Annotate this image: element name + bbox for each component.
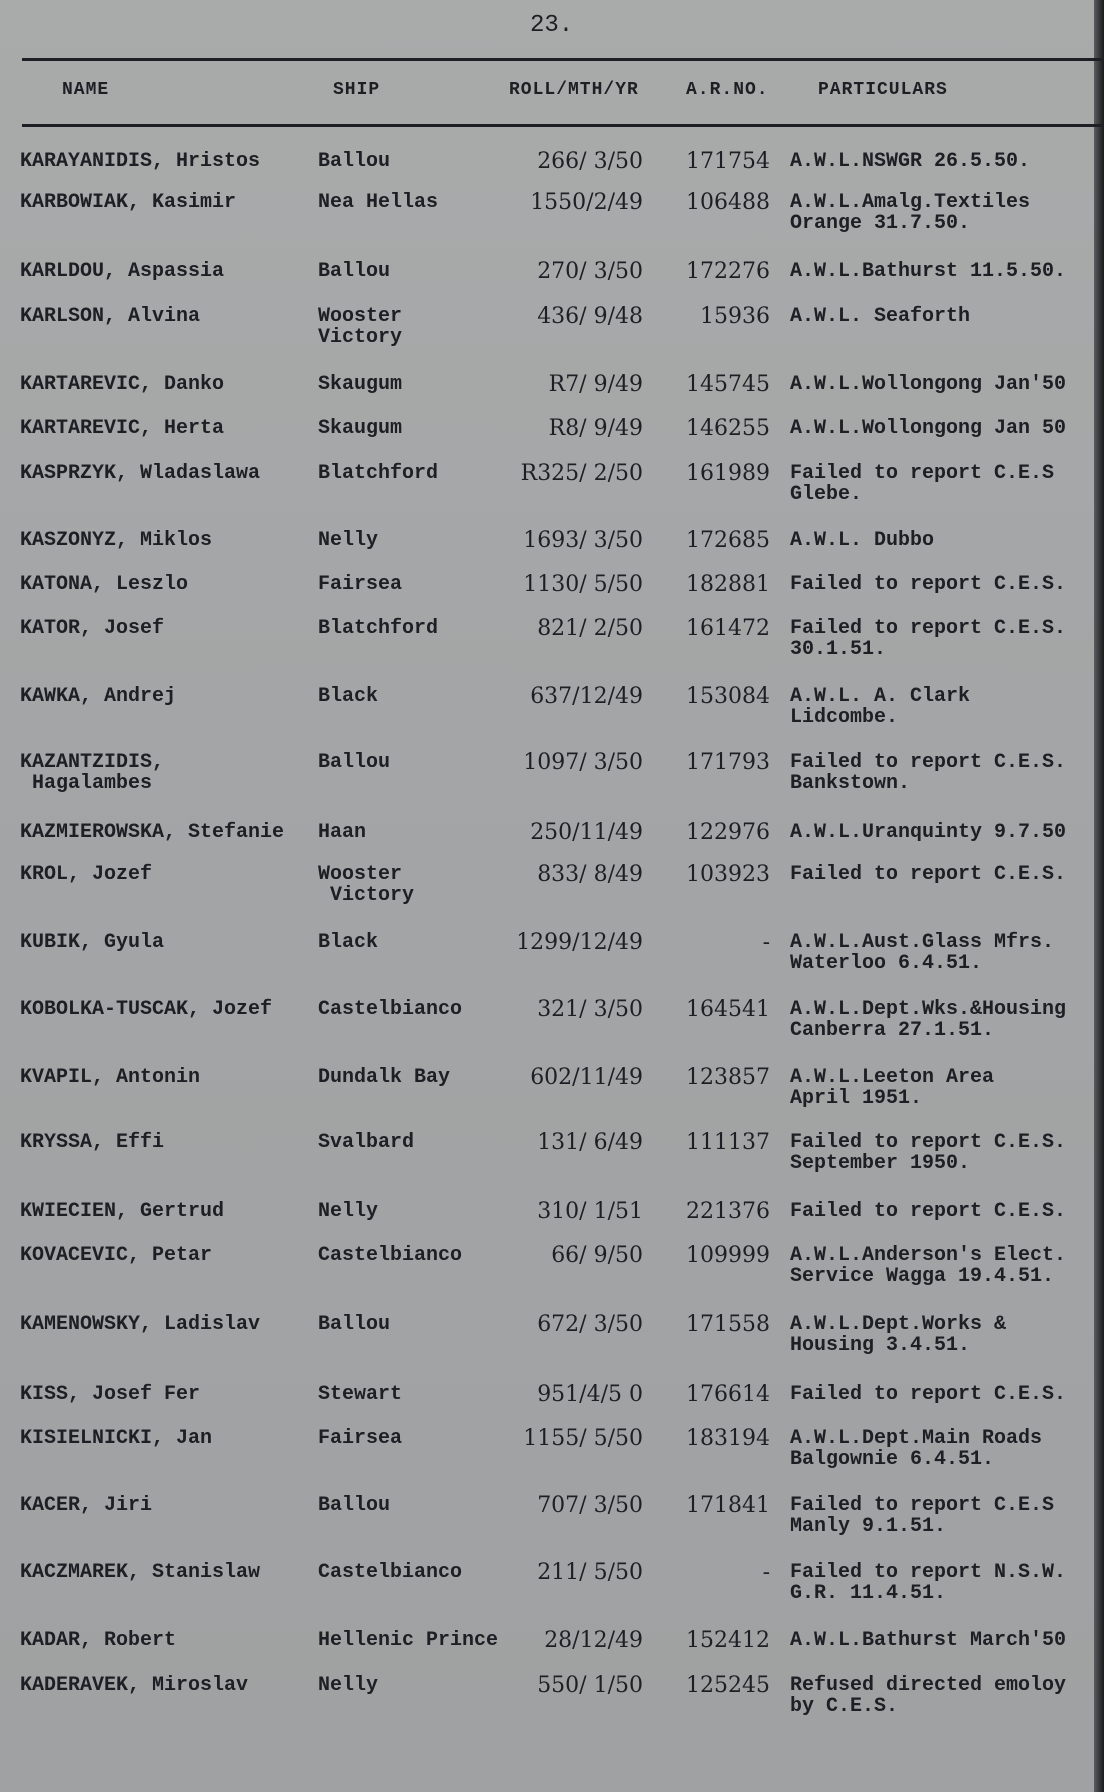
ship-cell: [318, 1201, 378, 1222]
ar-no-cell: -: [762, 930, 770, 955]
particulars-cell: [790, 1201, 1066, 1222]
ship-line-1: Wooster: [318, 863, 403, 886]
particulars-line-1: Failed to report C.E.S.: [790, 751, 1067, 774]
name-line-1: KUBIK, Gyula: [20, 931, 165, 954]
name-cell: [20, 1562, 260, 1583]
ar-no-cell: 109999: [686, 1243, 770, 1268]
ship-cell: [318, 530, 378, 551]
ship-line-2: Victory: [318, 326, 403, 349]
ship-line-1: Nelly: [318, 529, 379, 552]
name-line-1: KARTAREVIC, Herta: [20, 417, 225, 440]
particulars-line-1: Failed to report N.S.W.: [790, 1561, 1067, 1584]
ship-line-1: Black: [318, 685, 379, 708]
name-line-1: KASZONYZ, Miklos: [20, 529, 213, 552]
particulars-cell: [790, 932, 1054, 974]
roll-cell: 321/ 3/50: [537, 997, 643, 1022]
name-line-1: KAMENOWSKY, Ladislav: [20, 1313, 261, 1336]
roll-cell: 637/12/49: [530, 684, 643, 709]
ship-cell: [318, 822, 366, 843]
header-bottom-rule: [22, 124, 1102, 127]
particulars-line-1: Failed to report C.E.S.: [790, 863, 1067, 886]
particulars-cell: [790, 822, 1066, 843]
table-row: [0, 306, 1104, 366]
particulars-cell: [790, 306, 970, 327]
particulars-cell: [790, 418, 1066, 439]
name-line-1: KATOR, Josef: [20, 617, 165, 640]
roll-cell: 270/ 3/50: [537, 259, 643, 284]
name-line-1: KARTAREVIC, Danko: [20, 373, 225, 396]
ship-cell: [318, 1132, 414, 1153]
ar-no-cell: 172276: [686, 259, 770, 284]
name-line-1: KACER, Jiri: [20, 1494, 153, 1517]
table-row: [0, 192, 1104, 252]
roll-cell: R325/ 2/50: [520, 461, 643, 486]
name-line-1: KVAPIL, Antonin: [20, 1066, 201, 1089]
particulars-cell: [790, 686, 970, 728]
name-cell: [20, 574, 188, 595]
particulars-line-2: Service Wagga 19.4.51.: [790, 1265, 1055, 1288]
ship-line-1: Skaugum: [318, 373, 403, 396]
roll-cell: 1155/ 5/50: [523, 1426, 643, 1451]
name-cell: [20, 1245, 212, 1266]
ship-cell: [318, 1630, 498, 1651]
particulars-line-1: A.W.L.Anderson's Elect.: [790, 1244, 1067, 1267]
ship-cell: [318, 192, 438, 213]
roll-cell: 1097/ 3/50: [523, 750, 643, 775]
particulars-line-1: A.W.L.Wollongong Jan 50: [790, 417, 1067, 440]
name-cell: [20, 1630, 176, 1651]
ship-line-1: Ballou: [318, 150, 391, 173]
name-cell: [20, 261, 224, 282]
particulars-cell: [790, 1384, 1066, 1405]
particulars-line-1: A.W.L.Bathurst March'50: [790, 1629, 1067, 1652]
name-cell: [20, 864, 152, 885]
particulars-cell: [790, 1245, 1066, 1287]
ship-line-1: Fairsea: [318, 573, 403, 596]
particulars-line-2: Glebe.: [790, 483, 863, 506]
column-header-ar-no: A.R.NO.: [686, 80, 769, 100]
table-row: [0, 752, 1104, 812]
roll-cell: 131/ 6/49: [537, 1130, 643, 1155]
ship-line-1: Castelbianco: [318, 1561, 463, 1584]
particulars-line-1: A.W.L.Bathurst 11.5.50.: [790, 260, 1067, 283]
ar-no-cell: 176614: [686, 1382, 770, 1407]
particulars-line-1: A.W.L.Dept.Works &: [790, 1313, 1007, 1336]
particulars-line-1: A.W.L.Amalg.Textiles: [790, 191, 1031, 214]
particulars-cell: [790, 1067, 994, 1109]
particulars-line-1: Failed to report C.E.S: [790, 462, 1055, 485]
name-cell: [20, 1314, 260, 1335]
particulars-line-2: Lidcombe.: [790, 706, 899, 729]
name-cell: [20, 374, 224, 395]
ar-no-cell: 171558: [686, 1312, 770, 1337]
ar-no-cell: 15936: [700, 304, 770, 329]
ship-cell: [318, 752, 390, 773]
column-header-roll: ROLL/MTH/YR: [509, 80, 639, 100]
particulars-cell: [790, 261, 1066, 282]
roll-cell: R7/ 9/49: [548, 372, 643, 397]
ar-no-cell: 171841: [686, 1493, 770, 1518]
ship-line-1: Dundalk Bay: [318, 1066, 451, 1089]
ship-line-1: Blatchford: [318, 617, 439, 640]
name-cell: [20, 822, 284, 843]
column-header-row: [0, 80, 1104, 110]
ship-line-1: Fairsea: [318, 1427, 403, 1450]
ar-no-cell: 103923: [686, 862, 770, 887]
name-line-1: KARLSON, Alvina: [20, 305, 201, 328]
particulars-cell: [790, 374, 1066, 395]
name-line-1: KOBOLKA-TUSCAK, Jozef: [20, 998, 273, 1021]
particulars-cell: [790, 1630, 1066, 1651]
name-cell: [20, 618, 164, 639]
particulars-cell: [790, 1675, 1066, 1717]
roll-cell: 250/11/49: [530, 820, 643, 845]
roll-cell: 28/12/49: [544, 1628, 643, 1653]
ship-line-1: Svalbard: [318, 1131, 415, 1154]
name-line-1: KATONA, Leszlo: [20, 573, 189, 596]
ship-line-1: Hellenic Prince: [318, 1629, 499, 1652]
particulars-line-1: Failed to report C.E.S.: [790, 573, 1067, 596]
table-row: [0, 864, 1104, 924]
ship-line-1: Castelbianco: [318, 1244, 463, 1267]
name-line-1: KRYSSA, Effi: [20, 1131, 165, 1154]
ship-line-1: Nelly: [318, 1200, 379, 1223]
particulars-line-1: A.W.L.Uranquinty 9.7.50: [790, 821, 1067, 844]
particulars-line-2: Balgownie 6.4.51.: [790, 1448, 995, 1471]
header-top-rule: [22, 58, 1102, 61]
name-line-2: Hagalambes: [20, 772, 153, 795]
column-header-ship: SHIP: [333, 80, 381, 100]
name-cell: [20, 1384, 200, 1405]
name-cell: [20, 1428, 212, 1449]
ship-line-1: Ballou: [318, 260, 391, 283]
ar-no-cell: 146255: [686, 416, 770, 441]
name-line-1: KARBOWIAK, Kasimir: [20, 191, 237, 214]
particulars-cell: [790, 574, 1066, 595]
roll-cell: 1693/ 3/50: [523, 528, 643, 553]
name-line-1: KAWKA, Andrej: [20, 685, 177, 708]
particulars-line-1: A.W.L.NSWGR 26.5.50.: [790, 150, 1031, 173]
name-cell: [20, 1675, 248, 1696]
ar-no-cell: 122976: [686, 820, 770, 845]
table-row: [0, 1428, 1104, 1488]
roll-cell: 1550/2/49: [530, 190, 643, 215]
ar-no-cell: 182881: [686, 572, 770, 597]
ship-line-1: Skaugum: [318, 417, 403, 440]
roll-cell: 672/ 3/50: [537, 1312, 643, 1337]
roll-cell: 833/ 8/49: [537, 862, 643, 887]
ship-cell: [318, 999, 462, 1020]
ar-no-cell: 152412: [686, 1628, 770, 1653]
roll-cell: 602/11/49: [530, 1065, 643, 1090]
ship-line-1: Nelly: [318, 1674, 379, 1697]
name-line-1: KAZMIEROWSKA, Stefanie: [20, 821, 285, 844]
name-cell: [20, 463, 260, 484]
roll-cell: 211/ 5/50: [537, 1560, 643, 1585]
particulars-line-2: G.R. 11.4.51.: [790, 1582, 947, 1605]
name-line-1: KASPRZYK, Wladaslawa: [20, 462, 261, 485]
roll-cell: 436/ 9/48: [537, 304, 643, 329]
table-row: [0, 1245, 1104, 1305]
ship-cell: [318, 864, 414, 906]
ship-cell: [318, 1067, 450, 1088]
column-header-name: NAME: [62, 80, 110, 100]
name-cell: [20, 306, 200, 327]
ship-line-2: Victory: [318, 884, 415, 907]
ship-cell: [318, 574, 402, 595]
ship-cell: [318, 686, 378, 707]
name-cell: [20, 418, 224, 439]
table-row: [0, 463, 1104, 523]
name-line-1: KACZMAREK, Stanislaw: [20, 1561, 261, 1584]
particulars-line-1: A.W.L.Leeton Area: [790, 1066, 995, 1089]
table-row: [0, 1132, 1104, 1192]
ship-cell: [318, 418, 402, 439]
particulars-cell: [790, 999, 1066, 1041]
roll-cell: 951/4/5 0: [537, 1382, 643, 1407]
ship-cell: [318, 374, 402, 395]
page-number: 23.: [530, 12, 574, 39]
particulars-cell: [790, 1314, 1006, 1356]
particulars-line-2: Housing 3.4.51.: [790, 1334, 971, 1357]
ar-no-cell: 161989: [686, 461, 770, 486]
ar-no-cell: 106488: [686, 190, 770, 215]
name-cell: [20, 1201, 224, 1222]
name-cell: [20, 1067, 200, 1088]
ship-cell: [318, 1562, 462, 1583]
roll-cell: 266/ 3/50: [537, 149, 643, 174]
ship-cell: [318, 1245, 462, 1266]
particulars-line-1: Refused directed emoloy: [790, 1674, 1067, 1697]
ship-line-1: Blatchford: [318, 462, 439, 485]
particulars-line-1: A.W.L.Dept.Main Roads: [790, 1427, 1043, 1450]
ar-no-cell: 123857: [686, 1065, 770, 1090]
ship-line-1: Castelbianco: [318, 998, 463, 1021]
ship-line-1: Ballou: [318, 751, 391, 774]
ar-no-cell: 171754: [686, 149, 770, 174]
particulars-line-1: Failed to report C.E.S.: [790, 1383, 1067, 1406]
ship-line-1: Stewart: [318, 1383, 403, 1406]
name-cell: [20, 192, 236, 213]
ar-no-cell: 145745: [686, 372, 770, 397]
name-line-1: KOVACEVIC, Petar: [20, 1244, 213, 1267]
ship-line-1: Haan: [318, 821, 367, 844]
particulars-line-1: A.W.L.Dept.Wks.&Housing: [790, 998, 1067, 1021]
particulars-line-1: A.W.L.Aust.Glass Mfrs.: [790, 931, 1055, 954]
roll-cell: 550/ 1/50: [537, 1673, 643, 1698]
name-line-1: KWIECIEN, Gertrud: [20, 1200, 225, 1223]
roll-cell: R8/ 9/49: [548, 416, 643, 441]
table-row: [0, 618, 1104, 678]
name-cell: [20, 999, 272, 1020]
name-cell: [20, 752, 164, 794]
ar-no-cell: -: [762, 1560, 770, 1585]
particulars-cell: [790, 1562, 1066, 1604]
name-cell: [20, 530, 212, 551]
particulars-line-2: Waterloo 6.4.51.: [790, 952, 983, 975]
roll-cell: 707/ 3/50: [537, 1493, 643, 1518]
ship-cell: [318, 463, 438, 484]
ship-line-1: Black: [318, 931, 379, 954]
particulars-cell: [790, 530, 934, 551]
table-row: [0, 1067, 1104, 1127]
particulars-line-1: Failed to report C.E.S: [790, 1494, 1055, 1517]
ar-no-cell: 164541: [686, 997, 770, 1022]
particulars-cell: [790, 1495, 1054, 1537]
ship-cell: [318, 1428, 402, 1449]
particulars-line-2: 30.1.51.: [790, 638, 887, 661]
particulars-line-2: September 1950.: [790, 1152, 971, 1175]
particulars-cell: [790, 752, 1066, 794]
particulars-line-1: Failed to report C.E.S.: [790, 1200, 1067, 1223]
name-cell: [20, 151, 260, 172]
table-row: [0, 932, 1104, 992]
ar-no-cell: 183194: [686, 1426, 770, 1451]
ship-line-1: Wooster: [318, 305, 403, 328]
ship-cell: [318, 1495, 390, 1516]
column-header-particulars: PARTICULARS: [818, 80, 948, 100]
table-row: [0, 999, 1104, 1059]
particulars-line-1: A.W.L. A. Clark: [790, 685, 971, 708]
particulars-line-1: A.W.L.Wollongong Jan'50: [790, 373, 1067, 396]
name-line-1: KROL, Jozef: [20, 863, 153, 886]
ship-cell: [318, 151, 390, 172]
ar-no-cell: 153084: [686, 684, 770, 709]
table-row: [0, 1675, 1104, 1735]
particulars-line-1: Failed to report C.E.S.: [790, 1131, 1067, 1154]
table-row: [0, 1314, 1104, 1374]
name-line-1: KARLDOU, Aspassia: [20, 260, 225, 283]
table-row: [0, 1495, 1104, 1555]
name-cell: [20, 1132, 164, 1153]
name-cell: [20, 932, 164, 953]
particulars-line-2: Canberra 27.1.51.: [790, 1019, 995, 1042]
particulars-cell: [790, 463, 1054, 505]
ar-no-cell: 221376: [686, 1199, 770, 1224]
roll-cell: 1130/ 5/50: [523, 572, 643, 597]
particulars-cell: [790, 864, 1066, 885]
particulars-cell: [790, 618, 1066, 660]
roll-cell: 310/ 1/51: [537, 1199, 643, 1224]
ship-cell: [318, 306, 402, 348]
ar-no-cell: 125245: [686, 1673, 770, 1698]
ship-line-1: Nea Hellas: [318, 191, 439, 214]
particulars-line-2: Orange 31.7.50.: [790, 212, 971, 235]
table-row: [0, 1562, 1104, 1622]
particulars-cell: [790, 151, 1030, 172]
ar-no-cell: 171793: [686, 750, 770, 775]
particulars-cell: [790, 192, 1030, 234]
ship-cell: [318, 1675, 378, 1696]
ship-cell: [318, 1314, 390, 1335]
name-line-1: KAZANTZIDIS,: [20, 751, 165, 774]
ship-cell: [318, 261, 390, 282]
ship-cell: [318, 1384, 402, 1405]
name-line-1: KISS, Josef Fer: [20, 1383, 201, 1406]
particulars-line-1: A.W.L. Dubbo: [790, 529, 935, 552]
ar-no-cell: 111137: [686, 1130, 770, 1155]
particulars-line-2: Manly 9.1.51.: [790, 1515, 947, 1538]
name-line-1: KARAYANIDIS, Hristos: [20, 150, 261, 173]
particulars-line-2: Bankstown.: [790, 772, 911, 795]
particulars-line-2: by C.E.S.: [790, 1695, 899, 1718]
ship-cell: [318, 932, 378, 953]
particulars-line-1: A.W.L. Seaforth: [790, 305, 971, 328]
name-line-1: KADERAVEK, Miroslav: [20, 1674, 249, 1697]
ship-line-1: Ballou: [318, 1313, 391, 1336]
name-cell: [20, 1495, 152, 1516]
table-row: [0, 686, 1104, 746]
particulars-line-1: Failed to report C.E.S.: [790, 617, 1067, 640]
ship-cell: [318, 618, 438, 639]
roll-cell: 1299/12/49: [516, 930, 643, 955]
ship-line-1: Ballou: [318, 1494, 391, 1517]
particulars-cell: [790, 1428, 1042, 1470]
name-line-1: KADAR, Robert: [20, 1629, 177, 1652]
roll-cell: 821/ 2/50: [537, 616, 643, 641]
particulars-line-2: April 1951.: [790, 1087, 923, 1110]
particulars-cell: [790, 1132, 1066, 1174]
ar-no-cell: 161472: [686, 616, 770, 641]
name-cell: [20, 686, 176, 707]
name-line-1: KISIELNICKI, Jan: [20, 1427, 213, 1450]
ar-no-cell: 172685: [686, 528, 770, 553]
roll-cell: 66/ 9/50: [551, 1243, 643, 1268]
